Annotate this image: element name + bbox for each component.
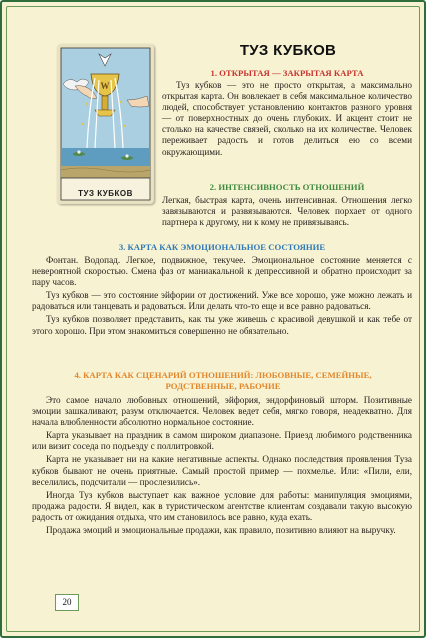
section-1-text — [162, 80, 412, 158]
card-caption: ТУЗ КУБКОВ — [78, 189, 133, 198]
section-3-text — [32, 255, 412, 337]
paragraph: Туз кубков позволяет представить, как ты уже живешь с красивой девушкой и как тебе от этого хорошо. При этом знакомиться совершенно не обязательно. — [32, 314, 412, 336]
paragraph: Продажа эмоций и эмоциональные продажи, как правило, позитивно влияют на выручку. — [46, 525, 396, 536]
paragraph: Фонтан. Водопад. Легкое, подвижное, текучее. Эмоциональное состояние меняется с невероятной скоростью. Смена фаз от маниакальной к депрессивной и обратно происходит за пару часов. — [32, 255, 412, 288]
paragraph: Иногда Туз кубков выступает как важное условие для работы: манипуляция эмоциями, продажа радости. Я видел, как в туристическом агентстве клиентам создавали такую высокую радость от ожидания отдыха, что им становилось все равно, куда ехать. — [32, 489, 412, 522]
tarot-card-image — [57, 44, 154, 204]
section-2-text — [32, 195, 412, 228]
page-number: 20 — [55, 594, 79, 611]
section-3-heading: 3. КАРТА КАК ЭМОЦИОНАЛЬНОЕ СОСТОЯНИЕ — [118, 242, 326, 252]
paragraph: Туз кубков — это не просто открытая, а максимально открытая карта. Он вовлекает в себя максимальное количество людей, способствует установлению контактов разного уровня — от поверхностных до очень глубоких. И акцент стоит не столько на качестве связей, сколько на их количестве. Человек переживает радость и готов делиться ею со всеми окружающими. — [162, 80, 412, 157]
section-2-heading: 2. ИНТЕНСИВНОСТЬ ОТНОШЕНИЙ — [209, 182, 365, 192]
section-4-heading: 4. КАРТА КАК СЦЕНАРИЙ ОТНОШЕНИЙ: ЛЮБОВНЫЕ, СЕМЕЙНЫЕ, РОДСТВЕННЫЕ, РАБОЧИЕ — [74, 370, 372, 391]
section-4-text — [32, 395, 412, 536]
svg-text:W: W — [100, 81, 110, 91]
paragraph: Это самое начало любовных отношений, эйфория, эндорфиновый шторм. Позитивные эмоции зашкаливают, разум отключается. Человек ведет себя, мягко говоря, неадекватно. Для начала влюбленности абсолютно нормальное состояние. — [32, 395, 412, 428]
paragraph: Карта указывает на праздник в самом широком диапазоне. Приезд любимого родственника или визит соседа по подъезду с поллитровкой. — [32, 430, 412, 452]
ace-of-cups-illustration — [57, 44, 154, 204]
page-title: ТУЗ КУБКОВ — [239, 42, 337, 59]
paragraph: Туз кубков — это состояние эйфории от достижений. Уже все хорошо, уже можно лежать и радоваться или танцевать и радоваться. Или делать что-то еще и все равно радоваться. — [32, 290, 412, 312]
section-1-heading: 1. ОТКРЫТАЯ — ЗАКРЫТАЯ КАРТА — [210, 68, 364, 78]
paragraph: Легкая, быстрая карта, очень интенсивная. Отношения легко завязываются и развязываются. Человек порхает от одного партнера к другому, ни к кому не привязываясь. — [162, 195, 412, 228]
paragraph: Карта не указывает ни на какие негативные аспекты. Однако последствия проявления Туза кубков бывают не очень приятные. Самый простой пример — похмелье. Или: «Пили, ели, веселились, подсчитали — прослезились». — [32, 454, 412, 487]
